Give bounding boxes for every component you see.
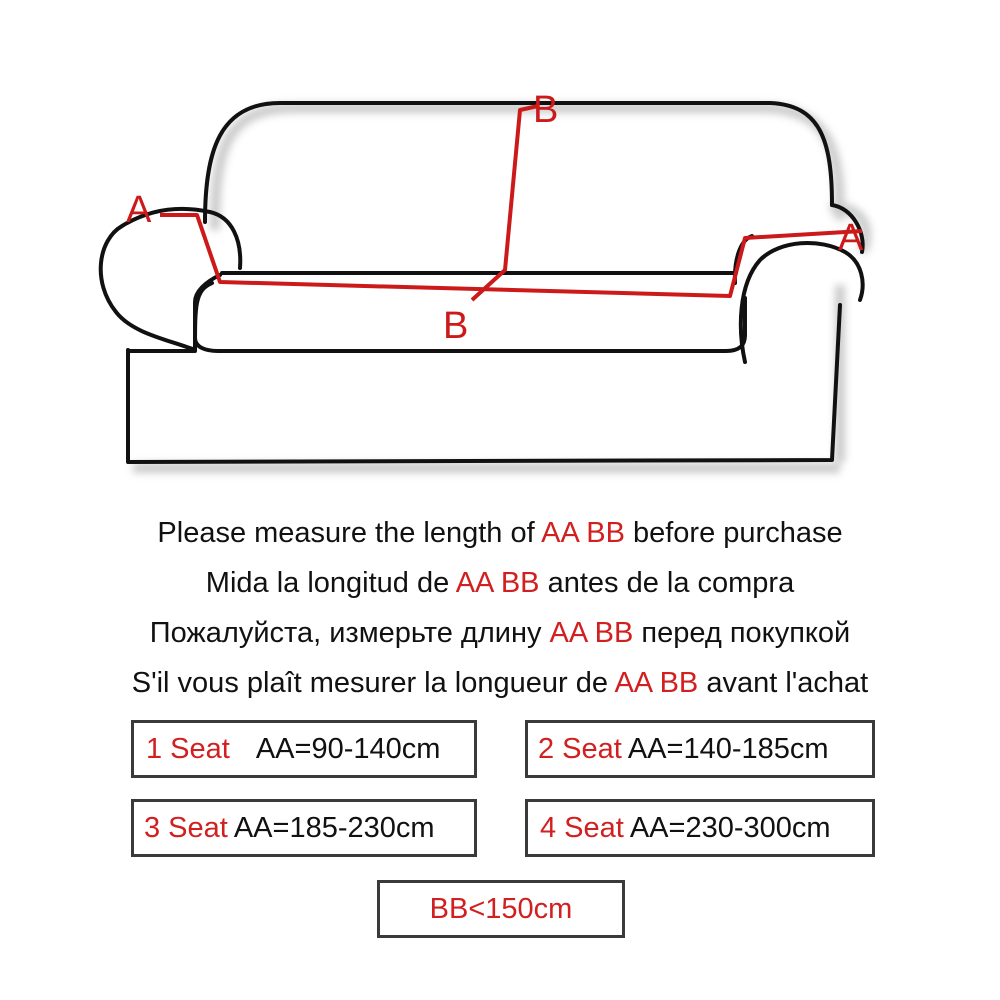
aa-bb-highlight: AA BB — [614, 667, 699, 699]
size-box-4-seat — [525, 799, 875, 857]
label-a-left: A — [126, 189, 152, 231]
measurement-instructions — [0, 508, 1000, 708]
sofa-base — [128, 305, 840, 462]
instruction-line-english: Please measure the length of AA BB before purchase — [157, 517, 843, 549]
size-box-3-seat — [131, 799, 477, 857]
bb-line — [472, 106, 538, 300]
aa-bb-highlight: AA BB — [455, 567, 540, 599]
measurement-lines — [160, 106, 862, 300]
aa-bb-highlight: AA BB — [549, 617, 634, 649]
sofa-outline — [101, 103, 863, 462]
seat-label: 2 Seat — [538, 732, 622, 765]
label-a-right: A — [838, 217, 864, 259]
size-box-2-seat — [525, 720, 875, 778]
instruction-line-spanish: Mida la longitud de AA BB antes de la compra — [205, 567, 795, 599]
aa-range: AA=230-300cm — [629, 811, 831, 844]
sofa-seat-cushion — [195, 275, 745, 351]
instruction-line-french: S'il vous plaît mesurer la longueur de AA BB avant l'achat — [131, 667, 869, 699]
seat-label: 1 Seat — [146, 732, 230, 765]
aa-bb-highlight: AA BB — [541, 517, 625, 549]
aa-range: AA=90-140cm — [255, 732, 441, 765]
label-b-top: B — [533, 89, 559, 131]
seat-label: 4 Seat — [540, 811, 624, 844]
label-b-bottom: B — [443, 305, 469, 347]
seat-label: 3 Seat — [144, 811, 228, 844]
bb-limit-box: BB<150cm — [377, 880, 625, 938]
aa-range: AA=140-185cm — [627, 732, 829, 765]
instruction-line-russian: Пожалуйста, измерьте длину AA BB перед покупкой — [149, 617, 851, 649]
aa-range: AA=185-230cm — [233, 811, 435, 844]
size-box-1-seat — [131, 720, 477, 778]
